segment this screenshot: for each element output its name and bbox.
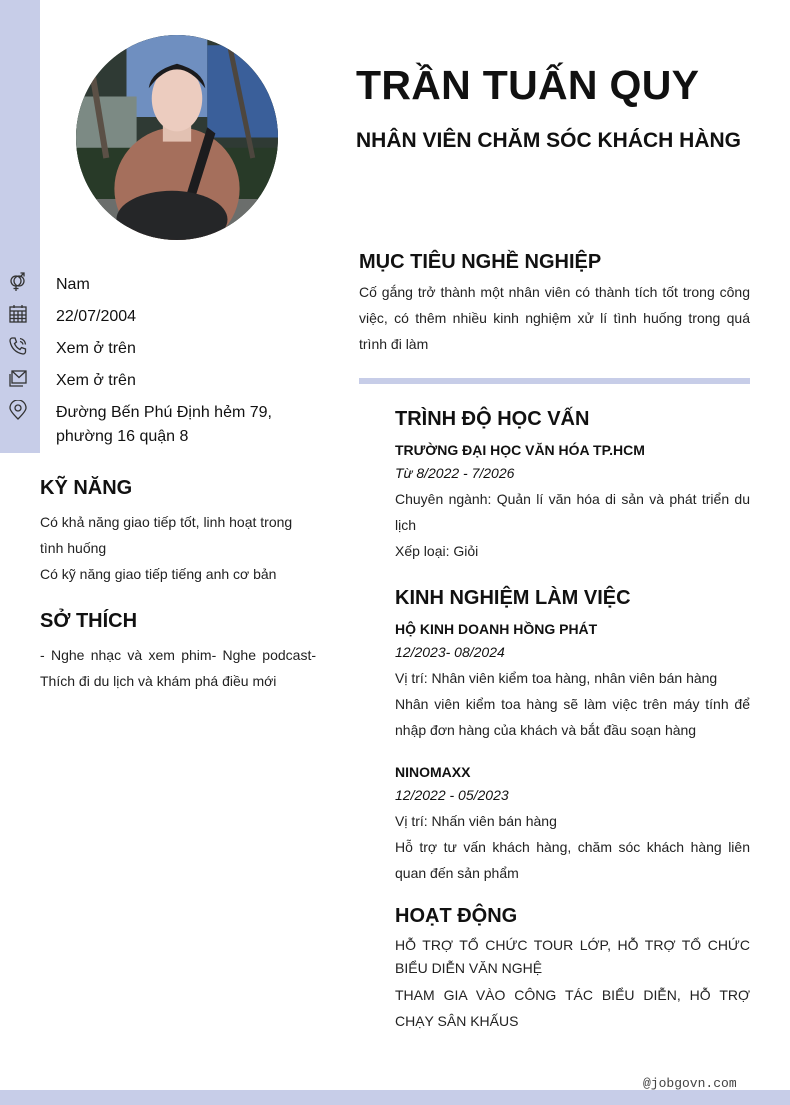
- education-section: [395, 408, 750, 564]
- job-date: 12/2023- 08/2024: [395, 644, 505, 660]
- activity-item: THAM GIA VÀO CÔNG TÁC BIỂU DIỄN, HỖ TRỢ CHẠY SÂN KHẤUS: [395, 987, 750, 1029]
- phone-value: Xem ở trên: [56, 340, 136, 357]
- contact-info-list: [0, 268, 320, 456]
- objective-section: [359, 251, 750, 357]
- education-title: TRÌNH ĐỘ HỌC VẤN: [395, 408, 590, 430]
- company-name: HỘ KINH DOANH HỒNG PHÁT: [395, 621, 598, 637]
- hobbies-section: [40, 610, 316, 694]
- contact-phone: [0, 332, 320, 364]
- school-name: TRƯỜNG ĐẠI HỌC VĂN HÓA TP.HCM: [395, 442, 645, 458]
- experience-entry: [395, 762, 750, 886]
- gender-icon: [8, 272, 30, 294]
- phone-icon: [8, 336, 30, 358]
- activities-title: HOẠT ĐỘNG: [395, 905, 518, 927]
- footer-accent-band: [0, 1090, 790, 1105]
- job-position: Vị trí: Nhân viên kiểm toa hàng, nhân viên bán hàng: [395, 670, 718, 686]
- address-line-1: Đường Bến Phú Định hẻm 79,: [56, 404, 272, 421]
- address-line-2: phường 16 quận 8: [56, 428, 189, 445]
- email-value: Xem ở trên: [56, 372, 136, 389]
- experience-entry: [395, 619, 750, 743]
- address-value: [56, 401, 272, 449]
- contact-birthday: [0, 300, 320, 332]
- skills-title: KỸ NĂNG: [40, 477, 133, 499]
- objective-text: Cố gắng trở thành một nhân viên có thành tích tốt trong công việc, có thêm nhiều kinh nghiệm xử lí tình huống trong quá trình đi làm: [359, 284, 750, 352]
- hobbies-title: SỞ THÍCH: [40, 610, 138, 632]
- hobbies-text: - Nghe nhạc và xem phim- Nghe podcast- Thích đi du lịch và khám phá điều mới: [40, 647, 316, 689]
- calendar-icon: [8, 304, 30, 326]
- watermark: @jobgovn.com: [643, 1076, 737, 1091]
- education-date: Từ 8/2022 - 7/2026: [395, 465, 515, 481]
- job-date: 12/2022 - 05/2023: [395, 787, 509, 803]
- company-name: NINOMAXX: [395, 764, 471, 780]
- section-divider: [359, 378, 750, 384]
- gender-value: Nam: [56, 276, 90, 293]
- skill-item: Có khả năng giao tiếp tốt, linh hoạt trong tình huống: [40, 514, 293, 556]
- job-position: Vị trí: Nhấn viên bán hàng: [395, 813, 557, 829]
- objective-title: MỤC TIÊU NGHỀ NGHIỆP: [359, 251, 602, 273]
- contact-gender: [0, 268, 320, 300]
- candidate-job-title: NHÂN VIÊN CHĂM SÓC KHÁCH HÀNG: [356, 129, 742, 152]
- skills-section: [40, 477, 316, 587]
- profile-photo: [76, 35, 278, 240]
- activities-section: [395, 905, 750, 1034]
- contact-email: [0, 364, 320, 396]
- contact-address: [0, 396, 320, 456]
- candidate-name: TRẦN TUẤN QUY: [356, 62, 700, 108]
- birthday-value: 22/07/2004: [56, 308, 137, 325]
- job-description: Hỗ trợ tư vấn khách hàng, chăm sóc khách hàng liên quan đến sản phẩm: [395, 839, 750, 881]
- job-description: Nhân viên kiểm toa hàng sẽ làm việc trên máy tính để nhập đơn hàng của khách và bắt đầu soạn hàng: [395, 696, 750, 738]
- email-icon: [8, 368, 30, 390]
- experience-title: KINH NGHIỆM LÀM VIỆC: [395, 587, 631, 609]
- location-icon: [8, 400, 30, 422]
- experience-section: [395, 587, 750, 886]
- activity-item: HỖ TRỢ TỔ CHỨC TOUR LỚP, HỖ TRỢ TỔ CHỨC BIỂU DIỄN VĂN NGHỆ: [395, 937, 750, 976]
- education-major: Chuyên ngành: Quản lí văn hóa di sản và phát triển du lịch: [395, 491, 750, 533]
- skill-item: Có kỹ năng giao tiếp tiếng anh cơ bản: [40, 566, 277, 582]
- profile-photo-image: [76, 35, 278, 240]
- education-grade: Xếp loại: Giỏi: [395, 543, 479, 559]
